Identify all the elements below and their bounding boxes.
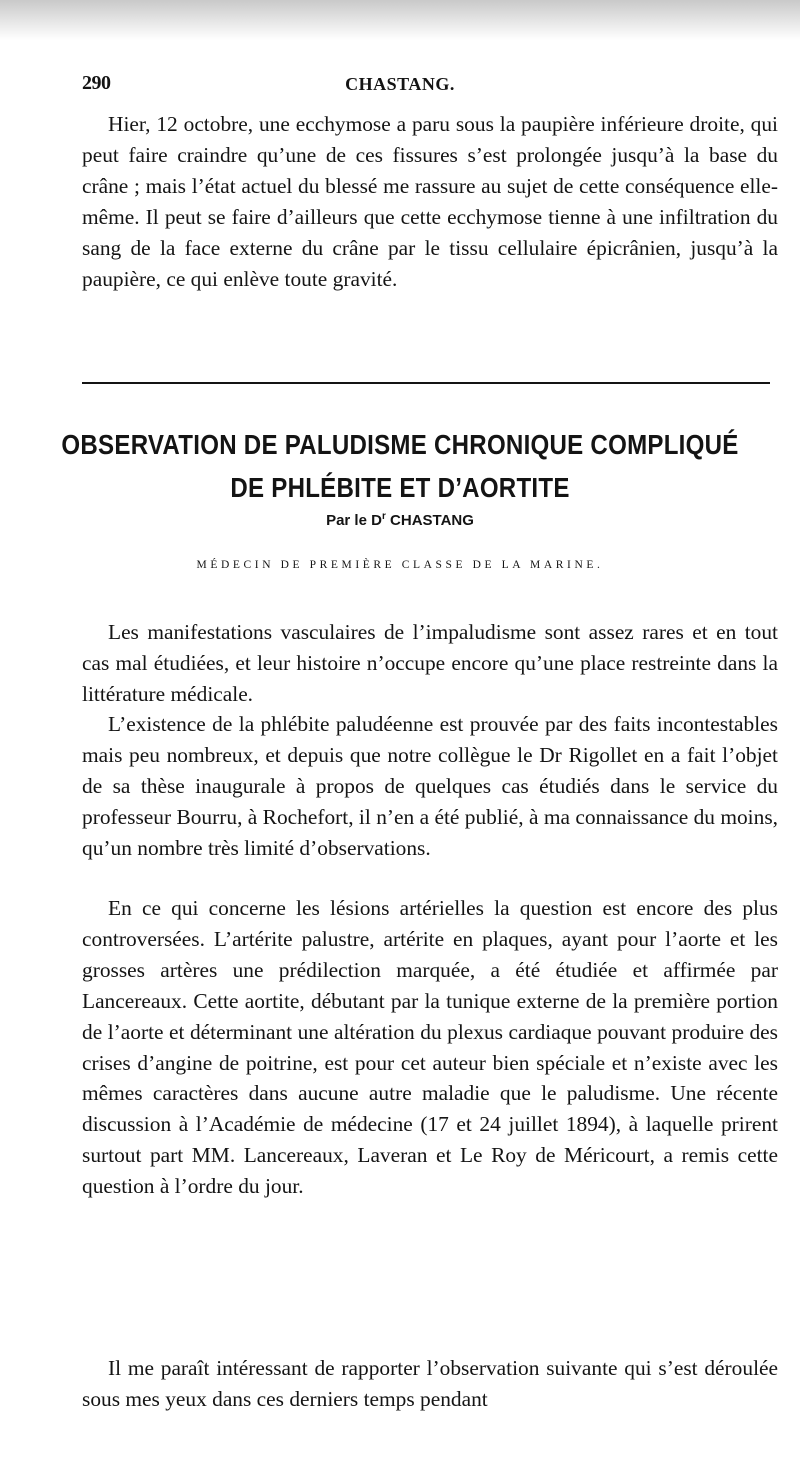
article-title-line-1: OBSERVATION DE PALUDISME CHRONIQUE COMPLIQUÉ (61, 429, 739, 460)
body-paragraph-2: L’existence de la phlébite paludéenne est prouvée par des faits incontestables mais peu nombreux, et depuis que notre collègue le Dr Rigollet en a fait l’objet de sa thèse inaugurale à propos de quelques cas étudiés dans le service du professeur Bourru, à Rochefort, il n’en a été publié, à ma connaissance du moins, qu’un nombre très limité d’observations. (82, 712, 778, 860)
continuation-paragraph: Hier, 12 octobre, une ecchymose a paru sous la paupière inférieure droite, qui peut faire craindre qu’une de ces fissures s’est prolongée jusqu’à la base du crâne ; mais l’état actuel du blessé me rassure au sujet de cette conséquence elle-même. Il peut se faire d’ailleurs que cette ecchymose tienne à une infiltration du sang de la face externe du crâne par le tissu cellulaire épicrânien, jusqu’à la paupière, ce qui enlève toute gravité. (82, 112, 778, 291)
body-paragraph-4: Il me paraît intéressant de rapporter l’observation suivante qui s’est déroulée sous mes yeux dans ces derniers temps pendant (82, 1356, 778, 1411)
article-title-line-2: DE PHLÉBITE ET D’AORTITE (230, 472, 570, 503)
running-head: CHASTANG. (345, 74, 455, 94)
author-title-superscript: r (381, 511, 386, 522)
article-author (0, 511, 800, 529)
body-paragraph-1: Les manifestations vasculaires de l’impaludisme sont assez rares et en tout cas mal étudiées, et leur histoire n’occupe encore qu’une place restreinte dans la littérature médicale. (82, 620, 778, 706)
section-divider (82, 382, 770, 384)
author-affiliation: MÉDECIN DE PREMIÈRE CLASSE DE LA MARINE. (196, 559, 604, 571)
author-name: CHASTANG (390, 512, 474, 529)
page-number: 290 (82, 72, 111, 94)
author-prefix: Par le D (326, 512, 382, 529)
body-paragraph-3: En ce qui concerne les lésions artérielles la question est encore des plus controversées. L’artérite palustre, artérite en plaques, ayant pour l’aorte et les grosses artères une prédilection marquée, a été étudiée et affirmée par Lancereaux. Cette aortite, débutant par la tunique externe de la première portion de l’aorte et déterminant une altération du plexus cardiaque pouvant produire des crises d’angine de poitrine, est pour cet auteur bien spéciale et n’existe avec les mêmes caractères dans aucune autre maladie que le paludisme. Une récente discussion à l’Académie de médecine (17 et 24 juillet 1894), à laquelle prirent surtout part MM. Lancereaux, Laveran et Le Roy de Méricourt, a remis cette question à l’ordre du jour. (82, 896, 778, 1199)
